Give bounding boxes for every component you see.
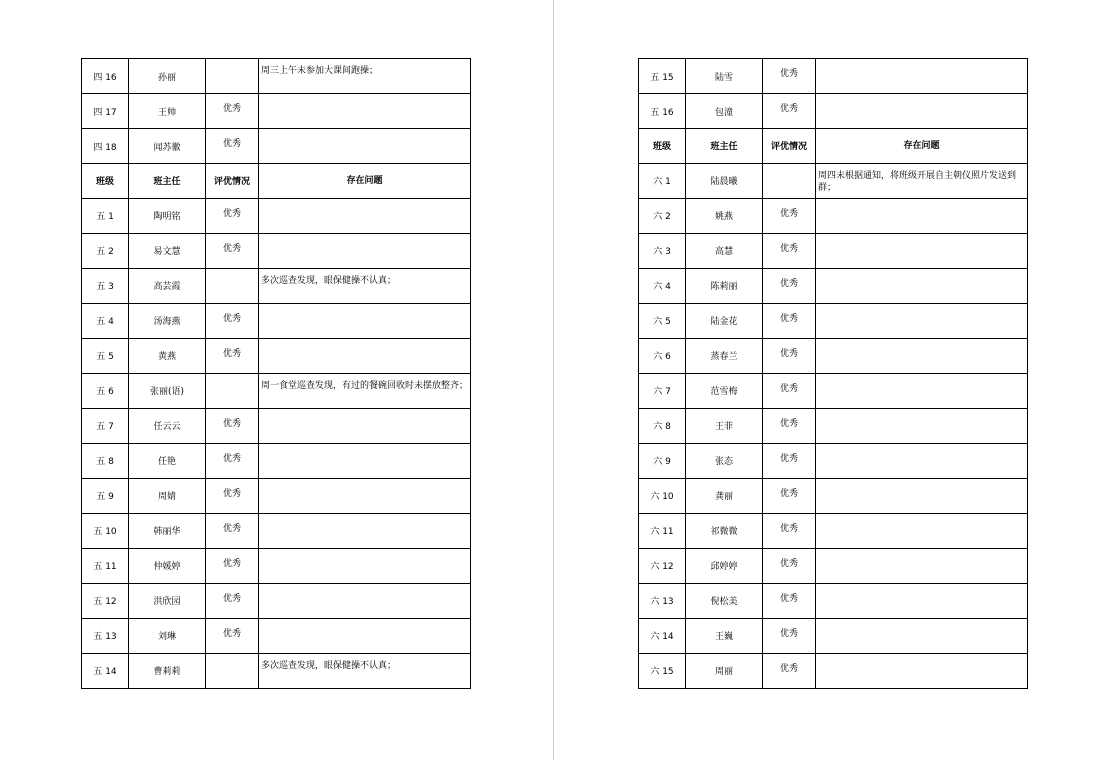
issue-cell	[816, 408, 1028, 443]
table-row	[82, 129, 471, 164]
class-cell: 四 17	[82, 94, 129, 129]
issue-cell	[259, 478, 471, 513]
issue-cell: 多次巡查发现，眼保健操不认真；	[259, 268, 471, 303]
table-row	[82, 268, 471, 303]
class-cell: 四 18	[82, 129, 129, 164]
issue-cell	[816, 198, 1028, 233]
table-row	[639, 548, 1028, 583]
class-cell: 六 14	[639, 618, 686, 653]
class-cell: 六 4	[639, 268, 686, 303]
evaluation-table-right-body	[639, 59, 1028, 689]
teacher-cell: 姚燕	[686, 198, 763, 233]
issue-cell	[816, 583, 1028, 618]
evaluation-cell: 优秀	[206, 478, 259, 513]
class-cell: 六 1	[639, 163, 686, 198]
teacher-cell: 孙丽	[129, 59, 206, 94]
table-row	[639, 198, 1028, 233]
table-row	[82, 94, 471, 129]
issue-cell: 周四未根据通知，将班级开展自主朝仪照片发送到群；	[816, 163, 1028, 198]
issue-cell	[259, 233, 471, 268]
teacher-cell: 王巍	[686, 618, 763, 653]
document-page-left	[0, 0, 553, 760]
class-cell: 五 10	[82, 513, 129, 548]
issue-cell	[259, 408, 471, 443]
table-row	[82, 618, 471, 653]
evaluation-cell: 优秀	[763, 338, 816, 373]
issue-cell	[816, 443, 1028, 478]
issue-cell	[259, 94, 471, 129]
teacher-cell: 汤海燕	[129, 303, 206, 338]
evaluation-cell: 优秀	[206, 129, 259, 164]
teacher-cell: 倪松美	[686, 583, 763, 618]
evaluation-cell: 优秀	[206, 198, 259, 233]
evaluation-cell: 优秀	[206, 338, 259, 373]
class-cell: 五 4	[82, 303, 129, 338]
issue-cell	[816, 338, 1028, 373]
table-row	[82, 233, 471, 268]
evaluation-cell	[206, 59, 259, 94]
table-row	[82, 513, 471, 548]
header-evaluation: 评优情况	[763, 129, 816, 164]
table-row	[82, 338, 471, 373]
table-row	[639, 478, 1028, 513]
class-cell: 五 14	[82, 653, 129, 688]
evaluation-cell: 优秀	[206, 583, 259, 618]
teacher-cell: 张丽(语)	[129, 373, 206, 408]
header-class: 班级	[639, 129, 686, 164]
class-cell: 五 8	[82, 443, 129, 478]
teacher-cell: 陆雪	[686, 59, 763, 94]
class-cell: 四 16	[82, 59, 129, 94]
table-row	[639, 338, 1028, 373]
evaluation-cell	[206, 268, 259, 303]
table-row	[82, 59, 471, 94]
issue-cell	[816, 303, 1028, 338]
class-cell: 六 8	[639, 408, 686, 443]
issue-cell	[259, 583, 471, 618]
evaluation-cell: 优秀	[763, 198, 816, 233]
teacher-cell: 包潼	[686, 94, 763, 129]
issue-cell	[816, 59, 1028, 94]
class-cell: 六 3	[639, 233, 686, 268]
evaluation-cell: 优秀	[763, 373, 816, 408]
teacher-cell: 王帅	[129, 94, 206, 129]
table-row	[82, 478, 471, 513]
teacher-cell: 黄燕	[129, 338, 206, 373]
table-row	[639, 408, 1028, 443]
teacher-cell: 陆金花	[686, 303, 763, 338]
class-cell: 五 9	[82, 478, 129, 513]
evaluation-cell: 优秀	[763, 548, 816, 583]
issue-cell	[259, 198, 471, 233]
teacher-cell: 陆晨曦	[686, 163, 763, 198]
issue-cell: 周一食堂巡查发现，有过的餐碗回收时未摆放整齐；	[259, 373, 471, 408]
class-cell: 五 13	[82, 618, 129, 653]
class-cell: 六 10	[639, 478, 686, 513]
evaluation-cell: 优秀	[763, 513, 816, 548]
teacher-cell: 张态	[686, 443, 763, 478]
teacher-cell: 王菲	[686, 408, 763, 443]
class-cell: 六 6	[639, 338, 686, 373]
header-issues: 存在问题	[816, 129, 1028, 164]
issue-cell	[816, 548, 1028, 583]
teacher-cell: 邱婷婷	[686, 548, 763, 583]
evaluation-cell: 优秀	[206, 233, 259, 268]
issue-cell	[816, 373, 1028, 408]
teacher-cell: 易文慧	[129, 233, 206, 268]
evaluation-cell: 优秀	[763, 59, 816, 94]
class-cell: 五 16	[639, 94, 686, 129]
issue-cell	[816, 618, 1028, 653]
table-row	[82, 548, 471, 583]
table-row	[639, 94, 1028, 129]
evaluation-table-right	[638, 58, 1028, 689]
table-row	[639, 513, 1028, 548]
class-cell: 六 9	[639, 443, 686, 478]
issue-cell	[816, 233, 1028, 268]
table-row	[82, 373, 471, 408]
evaluation-cell: 优秀	[206, 443, 259, 478]
issue-cell	[259, 548, 471, 583]
class-cell: 五 12	[82, 583, 129, 618]
teacher-cell: 周丽	[686, 653, 763, 688]
teacher-cell: 陈莉丽	[686, 268, 763, 303]
header-teacher: 班主任	[686, 129, 763, 164]
class-cell: 五 5	[82, 338, 129, 373]
evaluation-cell	[206, 653, 259, 688]
table-header-row	[82, 164, 471, 199]
table-row	[82, 443, 471, 478]
issue-cell	[259, 303, 471, 338]
teacher-cell: 高芸霞	[129, 268, 206, 303]
table-header-row	[639, 129, 1028, 164]
table-row	[82, 408, 471, 443]
table-row	[639, 373, 1028, 408]
class-cell: 五 3	[82, 268, 129, 303]
teacher-cell: 陶明铭	[129, 198, 206, 233]
teacher-cell: 闻苏徽	[129, 129, 206, 164]
evaluation-cell: 优秀	[206, 94, 259, 129]
issue-cell	[816, 513, 1028, 548]
evaluation-cell: 优秀	[763, 303, 816, 338]
issue-cell	[259, 129, 471, 164]
evaluation-cell: 优秀	[763, 268, 816, 303]
evaluation-cell	[206, 373, 259, 408]
class-cell: 六 2	[639, 198, 686, 233]
class-cell: 六 5	[639, 303, 686, 338]
table-row	[639, 653, 1028, 688]
header-evaluation: 评优情况	[206, 164, 259, 199]
evaluation-cell: 优秀	[206, 303, 259, 338]
issue-cell	[259, 443, 471, 478]
table-row	[639, 583, 1028, 618]
table-row	[639, 268, 1028, 303]
teacher-cell: 周婧	[129, 478, 206, 513]
table-row	[639, 443, 1028, 478]
evaluation-cell: 优秀	[206, 408, 259, 443]
teacher-cell: 仲媛婷	[129, 548, 206, 583]
evaluation-cell: 优秀	[206, 548, 259, 583]
teacher-cell: 范雪梅	[686, 373, 763, 408]
evaluation-cell: 优秀	[763, 408, 816, 443]
class-cell: 五 15	[639, 59, 686, 94]
table-row	[639, 303, 1028, 338]
table-row	[82, 198, 471, 233]
table-row	[82, 653, 471, 688]
teacher-cell: 任艳	[129, 443, 206, 478]
evaluation-cell	[763, 163, 816, 198]
evaluation-cell: 优秀	[763, 478, 816, 513]
evaluation-cell: 优秀	[763, 618, 816, 653]
class-cell: 五 11	[82, 548, 129, 583]
issue-cell	[816, 268, 1028, 303]
teacher-cell: 蒸春兰	[686, 338, 763, 373]
teacher-cell: 洪欣园	[129, 583, 206, 618]
header-issues: 存在问题	[259, 164, 471, 199]
evaluation-table-left-body	[82, 59, 471, 689]
table-row	[82, 303, 471, 338]
teacher-cell: 龚丽	[686, 478, 763, 513]
issue-cell	[816, 653, 1028, 688]
class-cell: 六 12	[639, 548, 686, 583]
class-cell: 六 15	[639, 653, 686, 688]
evaluation-cell: 优秀	[763, 583, 816, 618]
issue-cell	[259, 618, 471, 653]
evaluation-cell: 优秀	[763, 233, 816, 268]
class-cell: 五 7	[82, 408, 129, 443]
class-cell: 五 6	[82, 373, 129, 408]
teacher-cell: 曹莉莉	[129, 653, 206, 688]
teacher-cell: 高慧	[686, 233, 763, 268]
table-row	[82, 583, 471, 618]
teacher-cell: 任云云	[129, 408, 206, 443]
evaluation-cell: 优秀	[763, 653, 816, 688]
evaluation-cell: 优秀	[763, 443, 816, 478]
table-row	[639, 233, 1028, 268]
issue-cell: 周三上午未参加大课间跑操；	[259, 59, 471, 94]
issue-cell	[816, 478, 1028, 513]
table-row	[639, 59, 1028, 94]
document-page-right	[554, 0, 1107, 760]
evaluation-table-left	[81, 58, 471, 689]
issue-cell	[816, 94, 1028, 129]
evaluation-cell: 优秀	[206, 618, 259, 653]
table-row	[639, 163, 1028, 198]
header-class: 班级	[82, 164, 129, 199]
issue-cell	[259, 338, 471, 373]
issue-cell	[259, 513, 471, 548]
class-cell: 六 11	[639, 513, 686, 548]
class-cell: 六 7	[639, 373, 686, 408]
header-teacher: 班主任	[129, 164, 206, 199]
teacher-cell: 韩丽华	[129, 513, 206, 548]
teacher-cell: 祁微微	[686, 513, 763, 548]
table-row	[639, 618, 1028, 653]
issue-cell: 多次巡查发现，眼保健操不认真；	[259, 653, 471, 688]
class-cell: 五 1	[82, 198, 129, 233]
evaluation-cell: 优秀	[206, 513, 259, 548]
evaluation-cell: 优秀	[763, 94, 816, 129]
class-cell: 六 13	[639, 583, 686, 618]
class-cell: 五 2	[82, 233, 129, 268]
teacher-cell: 刘琳	[129, 618, 206, 653]
